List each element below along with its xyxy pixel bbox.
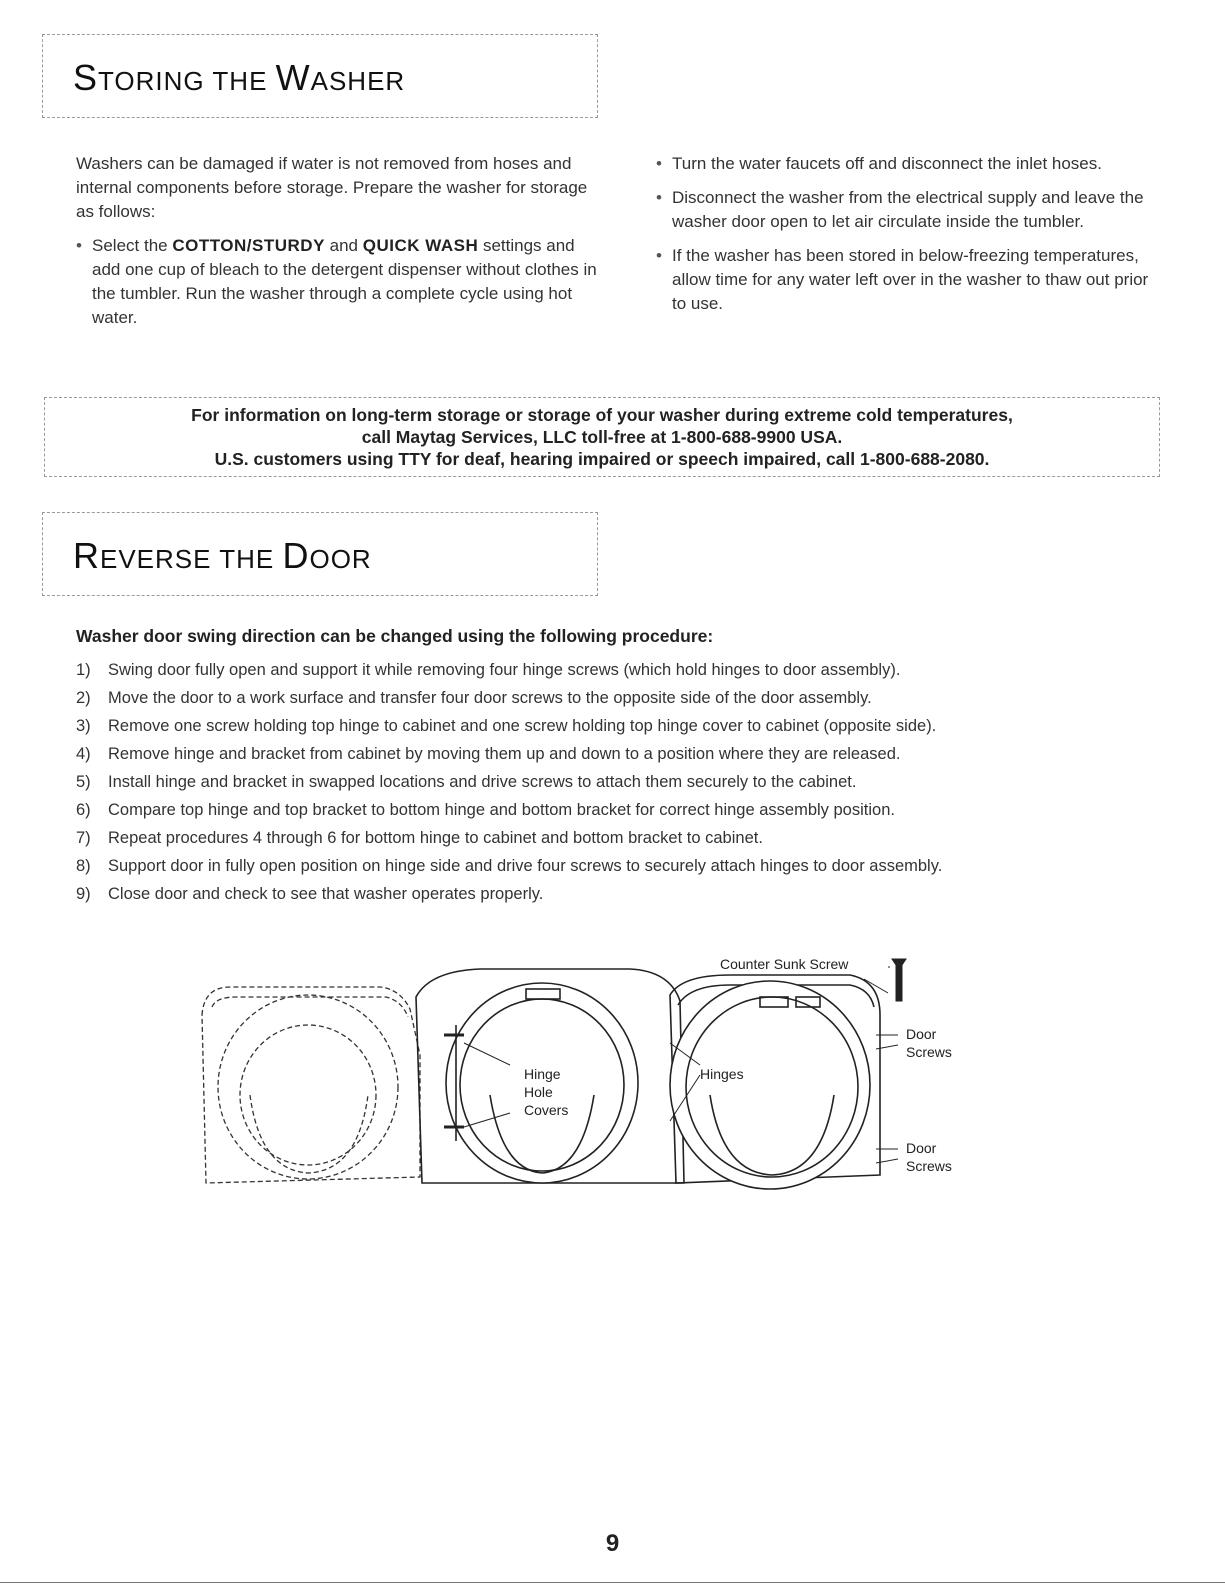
- bottom-rule: [0, 1582, 1225, 1583]
- cotton-sturdy-setting: COTTON/STURDY: [172, 236, 325, 255]
- storing-right-column: [656, 142, 1162, 316]
- label-counter-sunk-screw: Counter Sunk Screw: [720, 956, 849, 972]
- label-screws-bottom: Screws: [906, 1158, 952, 1174]
- procedure-heading: Washer door swing direction can be changed using the following procedure:: [76, 626, 714, 646]
- step-1: 1) Swing door fully open and support it while removing four hinge screws (which hold hinges to door assembly).: [76, 661, 901, 679]
- step-8: 8) Support door in fully open position on hinge side and drive four screws to securely attach hinges to door assembly.: [76, 857, 943, 875]
- step-9: 9) Close door and check to see that washer operates properly.: [76, 885, 544, 903]
- counter-sunk-screw-icon: [888, 959, 906, 1001]
- step-4: 4) Remove hinge and bracket from cabinet by moving them up and down to a position where they are released.: [76, 745, 901, 763]
- procedure-steps: [76, 656, 942, 908]
- storing-bullet-2: • Turn the water faucets off and disconnect the inlet hoses.: [656, 152, 1162, 176]
- door-reversal-diagram: [190, 945, 990, 1205]
- step-7: 7) Repeat procedures 4 through 6 for bottom hinge to cabinet and bottom bracket to cabinet.: [76, 829, 763, 847]
- reverse-title: REVERSE THE DOOR: [73, 535, 372, 576]
- storage-info-box: [44, 397, 1160, 477]
- reversed-door: [670, 975, 880, 1189]
- storing-left-column: [76, 152, 606, 330]
- storing-title: STORING THE WASHER: [73, 57, 406, 98]
- info-line-1: For information on long-term storage or storage of your washer during extreme cold temperatures,: [191, 405, 1013, 425]
- reverse-title-box: [42, 512, 598, 596]
- label-covers: Covers: [524, 1102, 569, 1118]
- label-door-top: Door: [906, 1026, 937, 1042]
- page-number: 9: [605, 1530, 620, 1557]
- label-screws-top: Screws: [906, 1044, 952, 1060]
- label-hinge: Hinge: [524, 1066, 561, 1082]
- storing-bullet-4: • If the washer has been stored in below-freezing temperatures, allow time for any water left over in the washer to thaw out prior to use.: [656, 244, 1162, 316]
- storing-intro: Washers can be damaged if water is not removed from hoses and internal components before storage. Prepare the washer for storage as follows:: [76, 154, 588, 221]
- original-door-outline: [202, 987, 420, 1183]
- storing-bullet-1: • Select the COTTON/STURDY and QUICK WASH settings and add one cup of bleach to the detergent dispenser without clothes in the tumbler. Run the washer through a complete cycle using hot water.: [76, 234, 606, 330]
- quick-wash-setting: QUICK WASH: [362, 236, 479, 255]
- step-5: 5) Install hinge and bracket in swapped locations and drive screws to attach them securely to the cabinet.: [76, 773, 857, 791]
- label-hole: Hole: [524, 1084, 553, 1100]
- label-hinges: Hinges: [700, 1066, 744, 1082]
- info-line-2: call Maytag Services, LLC toll-free at 1-800-688-9900 USA.: [361, 427, 843, 447]
- info-line-3: U.S. customers using TTY for deaf, hearing impaired or speech impaired, call 1-800-688-2080.: [214, 449, 990, 469]
- step-6: 6) Compare top hinge and top bracket to bottom hinge and bottom bracket for correct hinge assembly position.: [76, 801, 895, 819]
- storing-title-box: [42, 34, 598, 118]
- step-3: 3) Remove one screw holding top hinge to cabinet and one screw holding top hinge cover to cabinet (opposite side).: [76, 717, 937, 735]
- label-door-bottom: Door: [906, 1140, 937, 1156]
- step-2: 2) Move the door to a work surface and transfer four door screws to the opposite side of the door assembly.: [76, 689, 872, 707]
- storing-bullet-3: • Disconnect the washer from the electrical supply and leave the washer door open to let air circulate inside the tumbler.: [656, 186, 1162, 234]
